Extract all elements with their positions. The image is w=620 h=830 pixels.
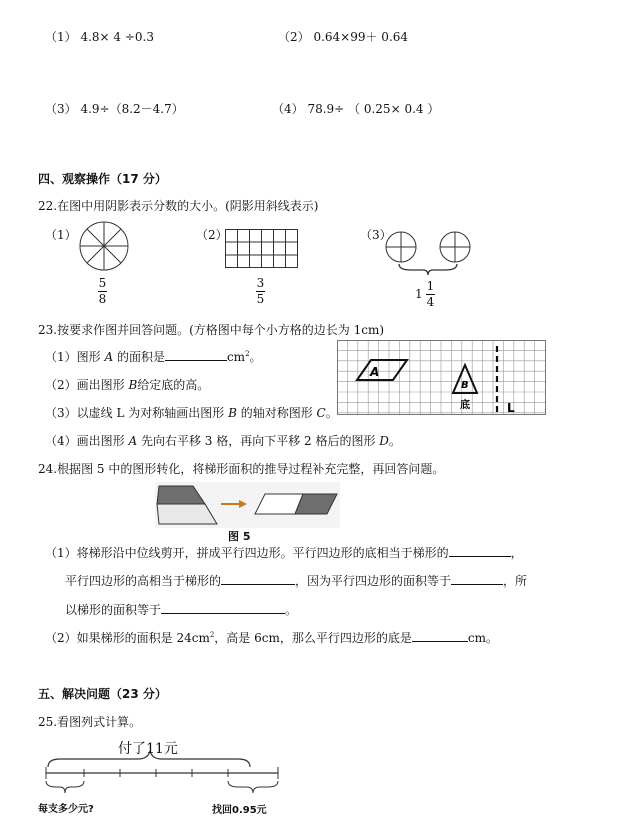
q22-label-1: （1）	[45, 228, 77, 242]
q22-two-circles	[385, 230, 477, 278]
q24-blank-2[interactable]	[221, 573, 295, 585]
q23-grid-figure	[337, 340, 549, 418]
q25-prompt: 25.看图列式计算。	[38, 715, 142, 729]
q24-blank-1[interactable]	[449, 545, 511, 557]
q22-fraction-3: 1 4	[426, 279, 435, 309]
q24-figure-caption: 图 5	[228, 530, 251, 543]
section5-heading: 五、解决问题（23 分）	[38, 687, 167, 701]
q22-fraction-3-whole: 1	[415, 287, 423, 301]
calc-q4: （4） 78.9÷ （ 0.25× 0.4 ）	[272, 102, 440, 116]
q24-line-1b: 平行四边形的高相当于梯形的 ，因为平行四边形的面积等于 ，所	[65, 574, 528, 588]
calc-q3: （3） 4.9÷（8.2－4.7）	[45, 102, 184, 116]
calc-q1: （1） 4.8× 4 ÷0.3	[45, 30, 154, 44]
q23-line-4: （4）画出图形 A 先向右平移 3 格，再向下平移 2 格后的图形 D。	[45, 434, 401, 448]
q23-line-2: （2）画出图形 B给定底的高。	[45, 378, 210, 392]
q24-line-1c: 以梯形的面积等于 。	[65, 603, 298, 617]
q22-fraction-2: 3 5	[256, 276, 265, 306]
q23-answer-blank-1[interactable]	[165, 349, 227, 361]
calc-q2: （2） 0.64×99＋ 0.64	[278, 30, 409, 44]
q24-figure-5	[155, 482, 340, 528]
section4-heading: 四、观察操作（17 分）	[38, 172, 167, 186]
q24-prompt: 24.根据图 5 中的图形转化，将梯形面积的推导过程补充完整，再回答问题。	[38, 462, 445, 476]
q23-line-1: （1）图形 A 的面积是 $cm^2$。	[45, 350, 262, 364]
q23-prompt: 23.按要求作图并回答问题。(方格图中每个小方格的边长为 1cm)	[38, 323, 384, 337]
q22-label-3: （3）	[360, 228, 392, 242]
q22-rectangle-grid	[225, 229, 299, 269]
shape-b-base-label: 底	[460, 400, 470, 411]
q22-circle-eighths	[78, 220, 130, 272]
q24-line-1a: （1）将梯形沿中位线剪开，拼成平行四边形。平行四边形的底相当于梯形的 ，	[45, 546, 523, 560]
q22-label-2: （2）	[196, 228, 228, 242]
q25-paid-label: 付了11元	[118, 741, 178, 757]
q24-line-2: （2）如果梯形的面积是 $24cm^2$，高是 6cm，那么平行四边形的底是 cm。	[45, 631, 498, 645]
shape-b-label: B	[461, 380, 469, 391]
q24-blank-3[interactable]	[451, 573, 503, 585]
q25-right-label: 找回0.95元	[212, 805, 267, 816]
q24-blank-5[interactable]	[412, 630, 468, 642]
q25-left-label: 每支多少元?	[38, 804, 94, 815]
shape-a-label: A	[370, 365, 380, 379]
q24-blank-4[interactable]	[161, 602, 285, 614]
q23-line-3: （3）以虚线 L 为对称轴画出图形 B 的轴对称图形 C。	[45, 406, 338, 420]
q22-prompt: 22.在图中用阴影表示分数的大小。(阴影用斜线表示)	[38, 199, 319, 213]
q22-fraction-1: 5 8	[98, 276, 107, 306]
axis-l-label: L	[507, 401, 515, 415]
